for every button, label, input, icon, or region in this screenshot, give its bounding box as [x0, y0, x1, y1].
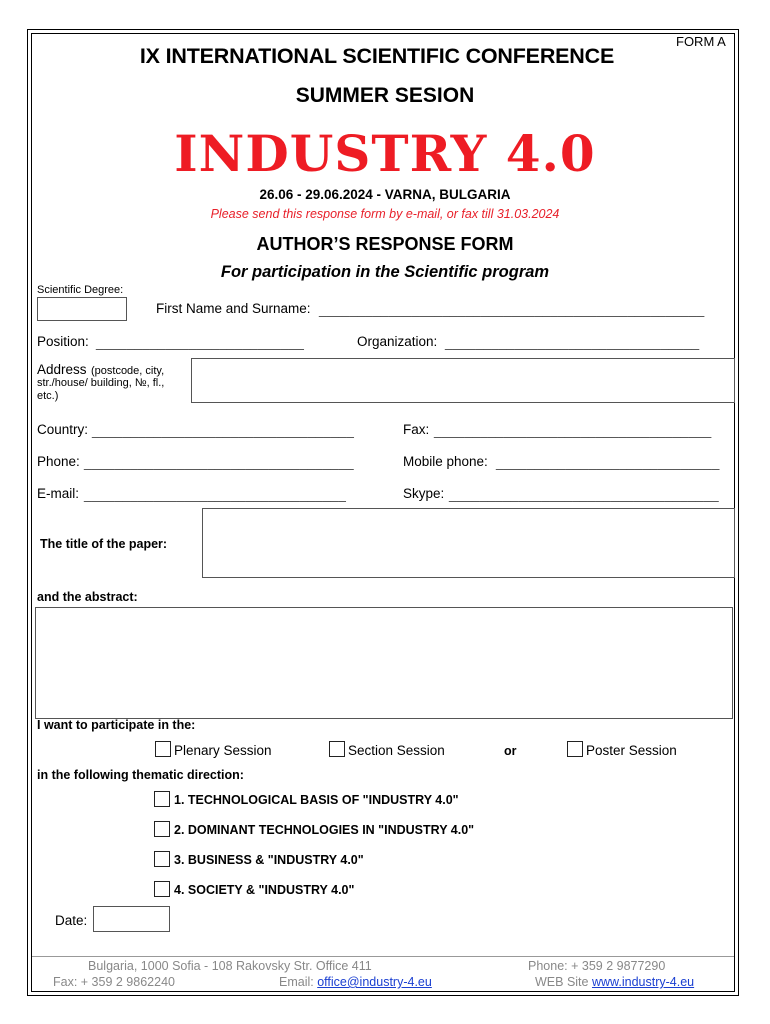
abstract-input[interactable]	[35, 607, 733, 719]
date-label: Date:	[55, 913, 88, 928]
thematic-checkbox-3[interactable]	[154, 851, 170, 867]
footer-divider	[32, 956, 734, 957]
footer-email-link[interactable]: office@industry-4.eu	[317, 975, 432, 989]
poster-session-checkbox[interactable]	[567, 741, 583, 757]
mobile-phone-line[interactable]: _____________________________	[496, 455, 720, 470]
dates-location: 26.06 - 29.06.2024 - VARNA, BULGARIA	[259, 187, 511, 202]
participation-heading: I want to participate in the:	[37, 718, 196, 732]
fax-label: Fax:	[403, 422, 430, 437]
thematic-checkbox-4[interactable]	[154, 881, 170, 897]
form-tag: FORM A	[676, 34, 726, 49]
fax-line[interactable]: ____________________________________	[434, 423, 712, 438]
organization-line[interactable]: _________________________________	[445, 335, 700, 350]
thematic-item-4: 4. SOCIETY & "INDUSTRY 4.0"	[174, 883, 355, 897]
thematic-item-3: 3. BUSINESS & "INDUSTRY 4.0"	[174, 853, 364, 867]
paper-title-input[interactable]	[202, 508, 735, 578]
brand-text: INDUSTRY 4.0	[174, 124, 596, 183]
email-label: E-mail:	[37, 486, 80, 501]
email-line[interactable]: __________________________________	[84, 487, 347, 502]
skype-line[interactable]: ___________________________________	[449, 487, 719, 502]
scientific-degree-label: Scientific Degree:	[37, 284, 124, 296]
poster-session-label: Poster Session	[586, 743, 677, 758]
footer-address: Bulgaria, 1000 Sofia - 108 Rakovsky Str. Office 411	[88, 959, 372, 973]
plenary-session-label: Plenary Session	[174, 743, 272, 758]
skype-label: Skype:	[403, 486, 445, 501]
address-hint-1: (postcode, city,	[90, 365, 165, 377]
section-session-label: Section Session	[348, 743, 445, 758]
footer-phone: Phone: + 359 2 9877290	[528, 959, 666, 973]
organization-label: Organization:	[357, 334, 438, 349]
country-label: Country:	[37, 422, 89, 437]
thematic-item-2: 2. DOMINANT TECHNOLOGIES IN "INDUSTRY 4.0"	[174, 823, 475, 837]
session-title-text: SUMMER SESION	[295, 84, 475, 107]
brand-logo-text	[0, 124, 770, 183]
footer-email-label: Email:	[279, 975, 314, 989]
session-title	[0, 84, 770, 108]
country-line[interactable]: __________________________________	[92, 423, 355, 438]
position-label: Position:	[37, 334, 89, 349]
footer-email	[279, 975, 432, 989]
form-subtitle: For participation in the Scientific program	[220, 263, 550, 281]
section-session-checkbox[interactable]	[329, 741, 345, 757]
paper-title-label: The title of the paper:	[40, 537, 168, 551]
thematic-heading: in the following thematic direction:	[37, 768, 244, 782]
footer-web-link[interactable]: www.industry-4.eu	[591, 975, 695, 989]
phone-label: Phone:	[37, 454, 80, 469]
footer-web-label: WEB Site	[535, 975, 589, 989]
mobile-phone-label: Mobile phone:	[403, 454, 488, 469]
first-name-label: First Name and Surname:	[156, 301, 311, 316]
conference-title	[0, 44, 770, 69]
address-hint-3: etc.)	[37, 390, 59, 402]
first-name-line[interactable]: __________________________________________________	[319, 302, 705, 317]
footer-web	[535, 975, 694, 989]
phone-line[interactable]: ___________________________________	[84, 455, 354, 470]
thematic-checkbox-2[interactable]	[154, 821, 170, 837]
form-title: AUTHOR’S RESPONSE FORM	[256, 234, 514, 254]
scientific-degree-input[interactable]	[37, 297, 127, 321]
thematic-checkbox-1[interactable]	[154, 791, 170, 807]
or-text: or	[504, 744, 517, 758]
conference-title-text: IX INTERNATIONAL SCIENTIFIC CONFERENCE	[139, 44, 615, 68]
address-label: Address	[37, 362, 87, 377]
plenary-session-checkbox[interactable]	[155, 741, 171, 757]
abstract-label: and the abstract:	[37, 590, 138, 604]
thematic-item-1: 1. TECHNOLOGICAL BASIS OF "INDUSTRY 4.0"	[174, 793, 459, 807]
footer-fax: Fax: + 359 2 9862240	[53, 975, 175, 989]
date-input[interactable]	[93, 906, 170, 932]
position-line[interactable]: ___________________________	[96, 335, 305, 350]
address-input[interactable]	[191, 358, 735, 403]
address-hint-2: str./house/ building, №, fl.,	[37, 377, 165, 389]
deadline-notice: Please send this response form by e-mail, or fax till 31.03.2024	[210, 207, 560, 221]
